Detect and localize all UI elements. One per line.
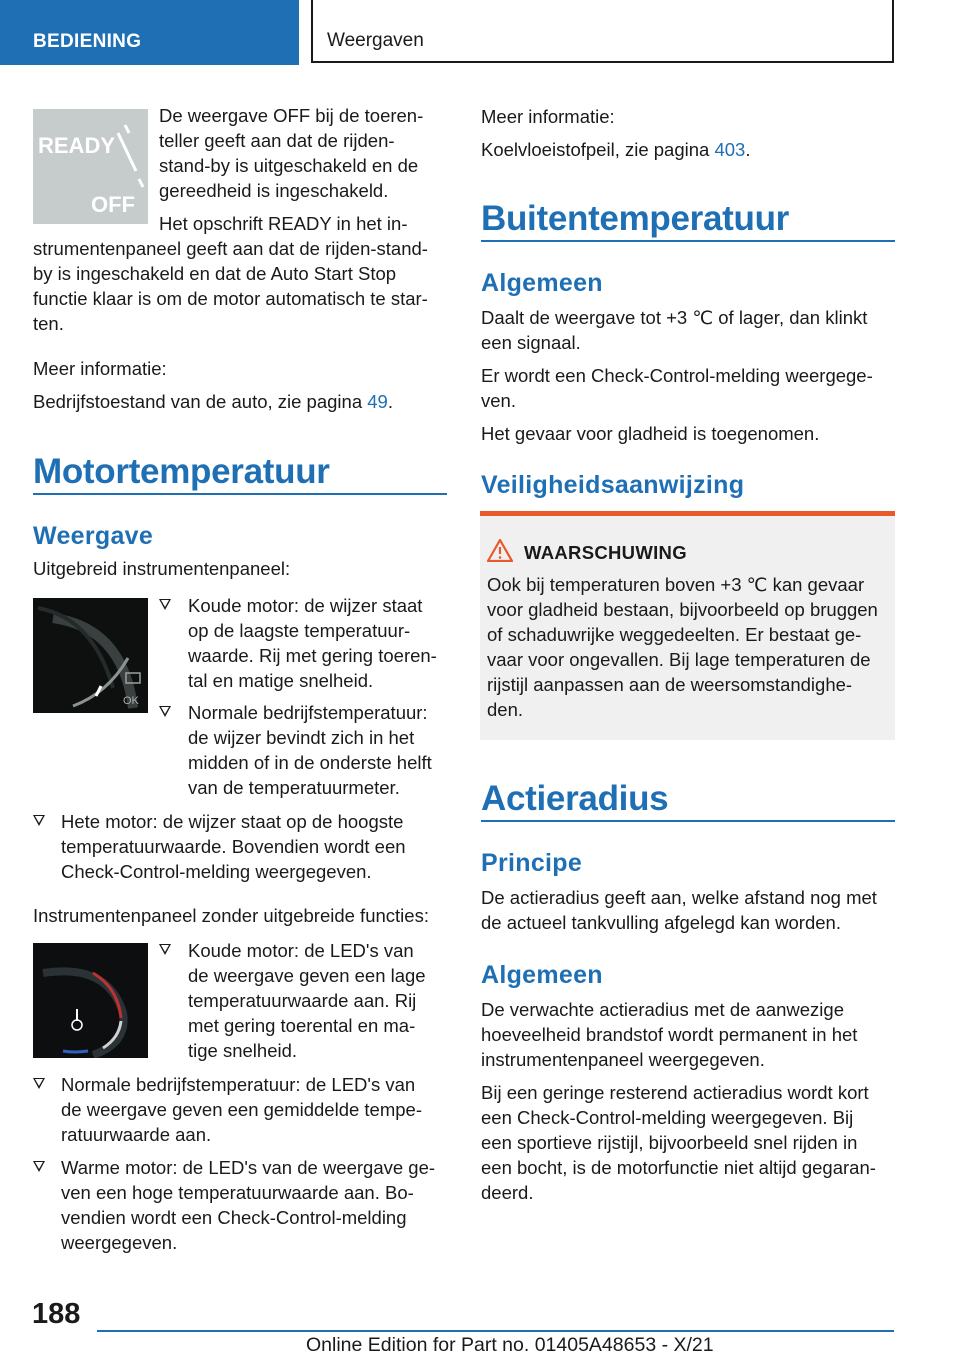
heading-actieradius: Actieradius [481, 779, 669, 818]
chapter-tab [311, 0, 894, 63]
reference-text: Koelvloeistofpeil, zie pagina [481, 139, 715, 160]
meer-info-label: Meer informatie: [481, 106, 615, 127]
text-line: ven. [481, 390, 516, 411]
text-line: by is ingeschakeld en dat de Auto Start Stop [33, 263, 397, 284]
text-line: Ook bij temperaturen boven +3 ℃ kan gevaar [487, 574, 865, 595]
text-line: of schaduwrijke weggedeelten. Er bestaat ge- [487, 624, 862, 645]
text-line: voor gladheid bestaan, bijvoorbeeld op bruggen [487, 599, 878, 620]
text-line: De weergave OFF bij de toeren- [159, 105, 424, 126]
text-line: hoeveelheid brandstof wordt permanent in het [481, 1024, 858, 1045]
page-number: 188 [32, 1298, 81, 1330]
led-gauge-image [33, 943, 148, 1058]
list-item [159, 938, 454, 1063]
algemeen-paragraphs [481, 305, 895, 446]
text-line: een signaal. [481, 332, 581, 353]
text-line: De verwachte actieradius met de aanwezige [481, 999, 844, 1020]
text-line: temperatuurwaarde aan. Rij [188, 990, 417, 1011]
text-line: functie klaar is om de motor automatisch te star- [33, 288, 428, 309]
text-line: teller geeft aan dat de rijden- [159, 130, 395, 151]
warning-icon [487, 539, 513, 567]
meer-info-block-right [481, 104, 895, 162]
heading-rule [33, 493, 447, 495]
section-tab [0, 0, 299, 65]
text-line: strumentenpaneel geeft aan dat de rijden-stand- [33, 238, 428, 259]
ready-label: READY [38, 133, 116, 158]
ready-off-image [33, 109, 148, 224]
text-line: vaar voor ongevallen. Bij lage temperaturen de [487, 649, 871, 670]
text-line: Koude motor: de wijzer staat [188, 595, 423, 616]
text-line: De actieradius geeft aan, welke afstand nog met [481, 887, 877, 908]
subheading-weergave: Weergave [33, 522, 154, 550]
text-line: de weergave geven een lage [188, 965, 426, 986]
subheading-algemeen: Algemeen [481, 269, 603, 297]
meer-info-block [33, 356, 453, 414]
text-line: Daalt de weergave tot +3 ℃ of lager, dan klinkt [481, 307, 868, 328]
text-line: gereedheid is ingeschakeld. [159, 180, 389, 201]
text-line: temperatuurwaarde. Bovendien wordt een [61, 836, 406, 857]
off-label: OFF [91, 192, 135, 217]
text-line: ven een hoge temperatuurwaarde aan. Bo- [61, 1182, 414, 1203]
meer-info-label: Meer informatie: [33, 358, 167, 379]
warning-box [480, 511, 895, 740]
text-line: instrumentenpaneel weergegeven. [481, 1049, 765, 1070]
heading-rule [481, 240, 895, 242]
temperature-gauge-image [33, 598, 148, 713]
text-line: tal en matige snelheid. [188, 670, 374, 691]
warning-text [487, 572, 892, 722]
text-line: den. [487, 699, 524, 720]
section-title: BEDIENING [33, 31, 142, 52]
text-line: ten. [33, 313, 64, 334]
list-item [33, 1072, 453, 1147]
subheading-algemeen-2: Algemeen [481, 961, 603, 989]
text-line: tige snelheid. [188, 1040, 298, 1061]
text-line: rijstijl aanpassen aan de weersomstandighe- [487, 674, 853, 695]
uitgebreid-label: Uitgebreid instrumentenpaneel: [33, 558, 291, 579]
text-line: stand-by is uitgeschakeld en de [159, 155, 419, 176]
intro-paragraph [159, 103, 449, 236]
principe-paragraph [481, 885, 895, 935]
warning-title: WAARSCHUWING [524, 542, 687, 563]
text-line: met gering toerental en ma- [188, 1015, 416, 1036]
text-line: deerd. [481, 1182, 534, 1203]
ready-paragraph [33, 236, 453, 336]
list-item [159, 700, 454, 800]
text-line: een Check-Control-melding weergegeven. Bij [481, 1107, 854, 1128]
text-line: de weergave geven een gemiddelde tempe- [61, 1099, 422, 1120]
text-line: Het opschrift READY in het in- [159, 213, 408, 234]
punctuation: . [745, 139, 751, 160]
list-item [33, 1155, 453, 1255]
text-line: ratuurwaarde aan. [61, 1124, 212, 1145]
text-line: de actueel tankvulling afgelegd kan worden. [481, 912, 841, 933]
page-link[interactable]: 403 [714, 139, 746, 160]
text-line: Hete motor: de wijzer staat op de hoogste [61, 811, 404, 832]
footer-rule [97, 1330, 894, 1332]
text-line: een sportieve rijstijl, bijvoorbeeld snel rijden in [481, 1132, 858, 1153]
list-item [159, 593, 454, 693]
ok-label: OK [123, 695, 139, 707]
text-line: Normale bedrijfstemperatuur: [188, 702, 428, 723]
text-line: de wijzer bevindt zich in het [188, 727, 415, 748]
text-line: vendien wordt een Check-Control-melding [61, 1207, 407, 1228]
text-line: Check-Control-melding weergegeven. [61, 861, 372, 882]
zonder-label: Instrumentenpaneel zonder uitgebreide functies: [33, 905, 429, 926]
text-line: waarde. Rij met gering toeren- [188, 645, 437, 666]
text-line: van de temperatuurmeter. [188, 777, 400, 798]
edition-note: Online Edition for Part no. 01405A48653 - X/21 [306, 1334, 714, 1356]
algemeen2-paragraphs [481, 997, 895, 1205]
text-line: Er wordt een Check-Control-melding weergege- [481, 365, 873, 386]
text-line: weergegeven. [61, 1232, 178, 1253]
reference-text: Bedrijfstoestand van de auto, zie pagina [33, 391, 368, 412]
heading-motortemperatuur: Motortemperatuur [33, 452, 330, 491]
text-line: op de laagste temperatuur- [188, 620, 411, 641]
text-line: Bij een geringe resterend actieradius wordt kort [481, 1082, 869, 1103]
text-line: midden of in de onderste helft [188, 752, 432, 773]
list-item [33, 809, 453, 884]
punctuation: . [387, 391, 393, 412]
heading-rule [481, 820, 895, 822]
subheading-principe: Principe [481, 849, 583, 877]
page-link[interactable]: 49 [367, 391, 388, 412]
text-line: Het gevaar voor gladheid is toegenomen. [481, 423, 820, 444]
text-line: Koude motor: de LED's van [188, 940, 414, 961]
text-line: een bocht, is de motorfunctie niet altijd gegaran- [481, 1157, 876, 1178]
text-line: Warme motor: de LED's van de weergave ge- [61, 1157, 436, 1178]
subheading-veiligheidsaanwijzing: Veiligheidsaanwijzing [481, 471, 745, 499]
text-line: Normale bedrijfstemperatuur: de LED's van [61, 1074, 416, 1095]
chapter-title: Weergaven [327, 30, 424, 51]
heading-buitentemperatuur: Buitentemperatuur [481, 199, 789, 238]
